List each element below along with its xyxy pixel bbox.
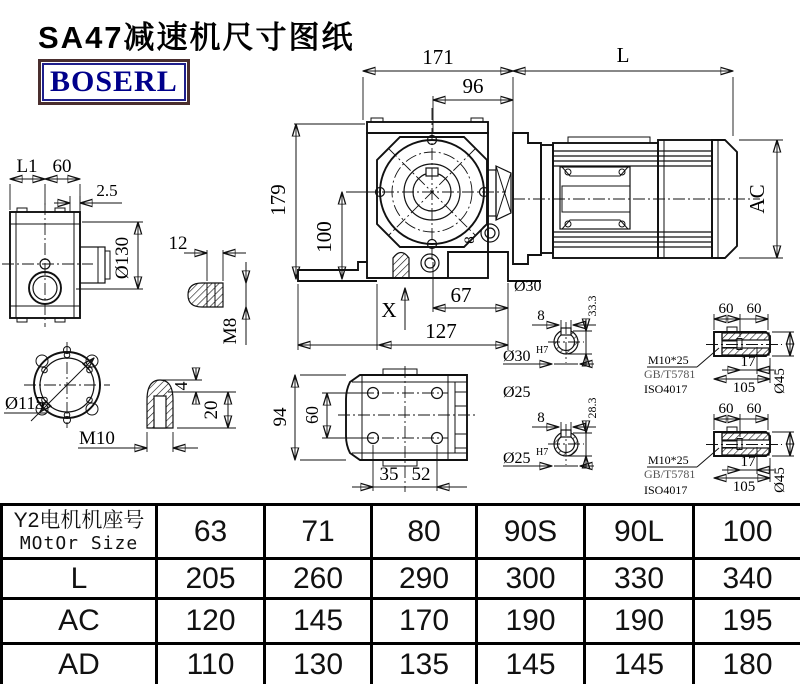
bore25-fit: Ø25	[503, 450, 531, 467]
row-label-L: L	[2, 559, 157, 599]
table-row-L	[2, 559, 800, 599]
AD-71: 130	[265, 644, 372, 684]
side-input-stub	[80, 247, 105, 283]
motor-size-table	[0, 503, 800, 684]
AD-63: 110	[157, 644, 265, 684]
bore30-keywidth: 8	[537, 308, 545, 324]
dim-127: 127	[425, 319, 457, 343]
oil-plug	[481, 224, 499, 242]
dim-L: L	[616, 43, 630, 67]
shaft-top-45: Ø45	[772, 368, 788, 394]
motor-body	[553, 143, 658, 258]
label-M8: M8	[220, 317, 241, 345]
shaft-top-std2: ISO4017	[644, 382, 688, 396]
row-label-AC: AC	[2, 599, 157, 644]
m8-stud-detail	[169, 233, 247, 345]
dim-171: 171	[422, 45, 454, 69]
L-80: 290	[372, 559, 477, 599]
bore-detail-25	[503, 384, 599, 468]
shaft-top-60a: 60	[718, 301, 734, 317]
logo-text: BOSERL	[50, 65, 178, 98]
shaft-top-60b: 60	[746, 301, 762, 317]
logo-inner-frame	[42, 63, 186, 101]
m10-bolt-detail	[147, 368, 236, 428]
dim-AC: AC	[745, 184, 769, 214]
bore25-title: Ø25	[503, 384, 531, 401]
bottom-view	[270, 366, 476, 492]
shaft-bottom-bolt: M10*25	[648, 453, 689, 467]
bore25-depth: 28.3	[585, 397, 599, 419]
L-90L: 330	[585, 559, 694, 599]
dim-20: 20	[201, 400, 222, 420]
motor-size-label-en: MOtOr Size	[19, 532, 139, 554]
dim-L1: L1	[16, 156, 38, 177]
L-90S: 300	[477, 559, 585, 599]
motor-size-label-cn: Y2电机机座号	[13, 508, 145, 532]
m8-plug	[393, 253, 409, 279]
dim-179: 179	[266, 184, 290, 216]
dim-67: 67	[450, 283, 472, 307]
dim-60-bottom: 60	[302, 406, 322, 424]
table-header-row	[2, 505, 800, 559]
boserl-logo	[38, 59, 190, 105]
dim-dia130: Ø130	[112, 236, 133, 280]
bell-housing	[513, 133, 541, 264]
dim-52: 52	[411, 464, 431, 485]
dim-60-side: 60	[52, 156, 72, 177]
shaft-detail-top	[644, 301, 794, 396]
AC-90L: 190	[585, 599, 694, 644]
size-71: 71	[265, 505, 372, 559]
L-100: 340	[694, 559, 800, 599]
AC-63: 120	[157, 599, 265, 644]
page-title: SA47减速机尺寸图纸	[38, 20, 355, 55]
dim-35: 35	[379, 464, 399, 485]
dim-100: 100	[312, 221, 336, 253]
label-dia30: Ø30	[514, 278, 542, 295]
front-view	[266, 43, 783, 350]
m8-stud	[188, 283, 223, 307]
L-71: 260	[265, 559, 372, 599]
row-label-AD: AD	[2, 644, 157, 684]
shaft-detail-bottom	[644, 401, 794, 497]
AC-80: 170	[372, 599, 477, 644]
dim-dia115: Ø115	[5, 393, 45, 413]
dim-plug-8: 8	[462, 236, 478, 244]
dim-96: 96	[462, 74, 484, 98]
AD-100: 180	[694, 644, 800, 684]
shaft-bottom-105: 105	[732, 479, 756, 495]
bore30-fit-sup: H7	[536, 345, 549, 356]
AC-100: 195	[694, 599, 800, 644]
motor-size-header	[2, 505, 157, 559]
L-63: 205	[157, 559, 265, 599]
AD-90S: 145	[477, 644, 585, 684]
front-view-dimensions	[266, 43, 783, 350]
bore30-fit: Ø30	[503, 348, 531, 365]
shaft-bottom-60a: 60	[718, 401, 734, 417]
shaft-top-105: 105	[732, 380, 756, 396]
AC-71: 145	[265, 599, 372, 644]
shaft-bottom-std2: ISO4017	[644, 483, 688, 497]
size-63: 63	[157, 505, 265, 559]
bore25-fit-sup: H7	[536, 447, 549, 458]
AC-90S: 190	[477, 599, 585, 644]
bore30-depth: 33.3	[585, 295, 599, 317]
bore-detail-30	[503, 296, 599, 367]
shaft-bottom-std1: GB/T5781	[644, 467, 696, 481]
shaft-top-std1: GB/T5781	[644, 367, 696, 381]
shaft-bottom-45: Ø45	[772, 467, 788, 493]
size-100: 100	[694, 505, 800, 559]
shaft-bottom-60b: 60	[746, 401, 762, 417]
shaft-top-bolt: M10*25	[648, 353, 689, 367]
shaft-bottom-17: 17	[740, 454, 756, 470]
AD-80: 135	[372, 644, 477, 684]
size-90L: 90L	[585, 505, 694, 559]
shaft-top-17: 17	[740, 354, 756, 370]
table-row-AD	[2, 644, 800, 684]
table-row-AC	[2, 599, 800, 644]
AD-90L: 145	[585, 644, 694, 684]
gearbox-top-plate	[367, 122, 488, 133]
side-view	[2, 156, 143, 327]
dim-94: 94	[270, 407, 291, 427]
dim-12: 12	[168, 233, 188, 254]
size-80: 80	[372, 505, 477, 559]
size-90S: 90S	[477, 505, 585, 559]
bore25-keywidth: 8	[537, 410, 545, 426]
dim-4: 4	[171, 381, 191, 391]
label-M10: M10	[79, 428, 115, 449]
side-view-dimensions	[10, 156, 143, 289]
drain-plug	[421, 254, 439, 272]
dim-X: X	[381, 298, 397, 322]
bottom-view-body	[346, 375, 467, 460]
dim-2-5: 2.5	[96, 181, 118, 200]
